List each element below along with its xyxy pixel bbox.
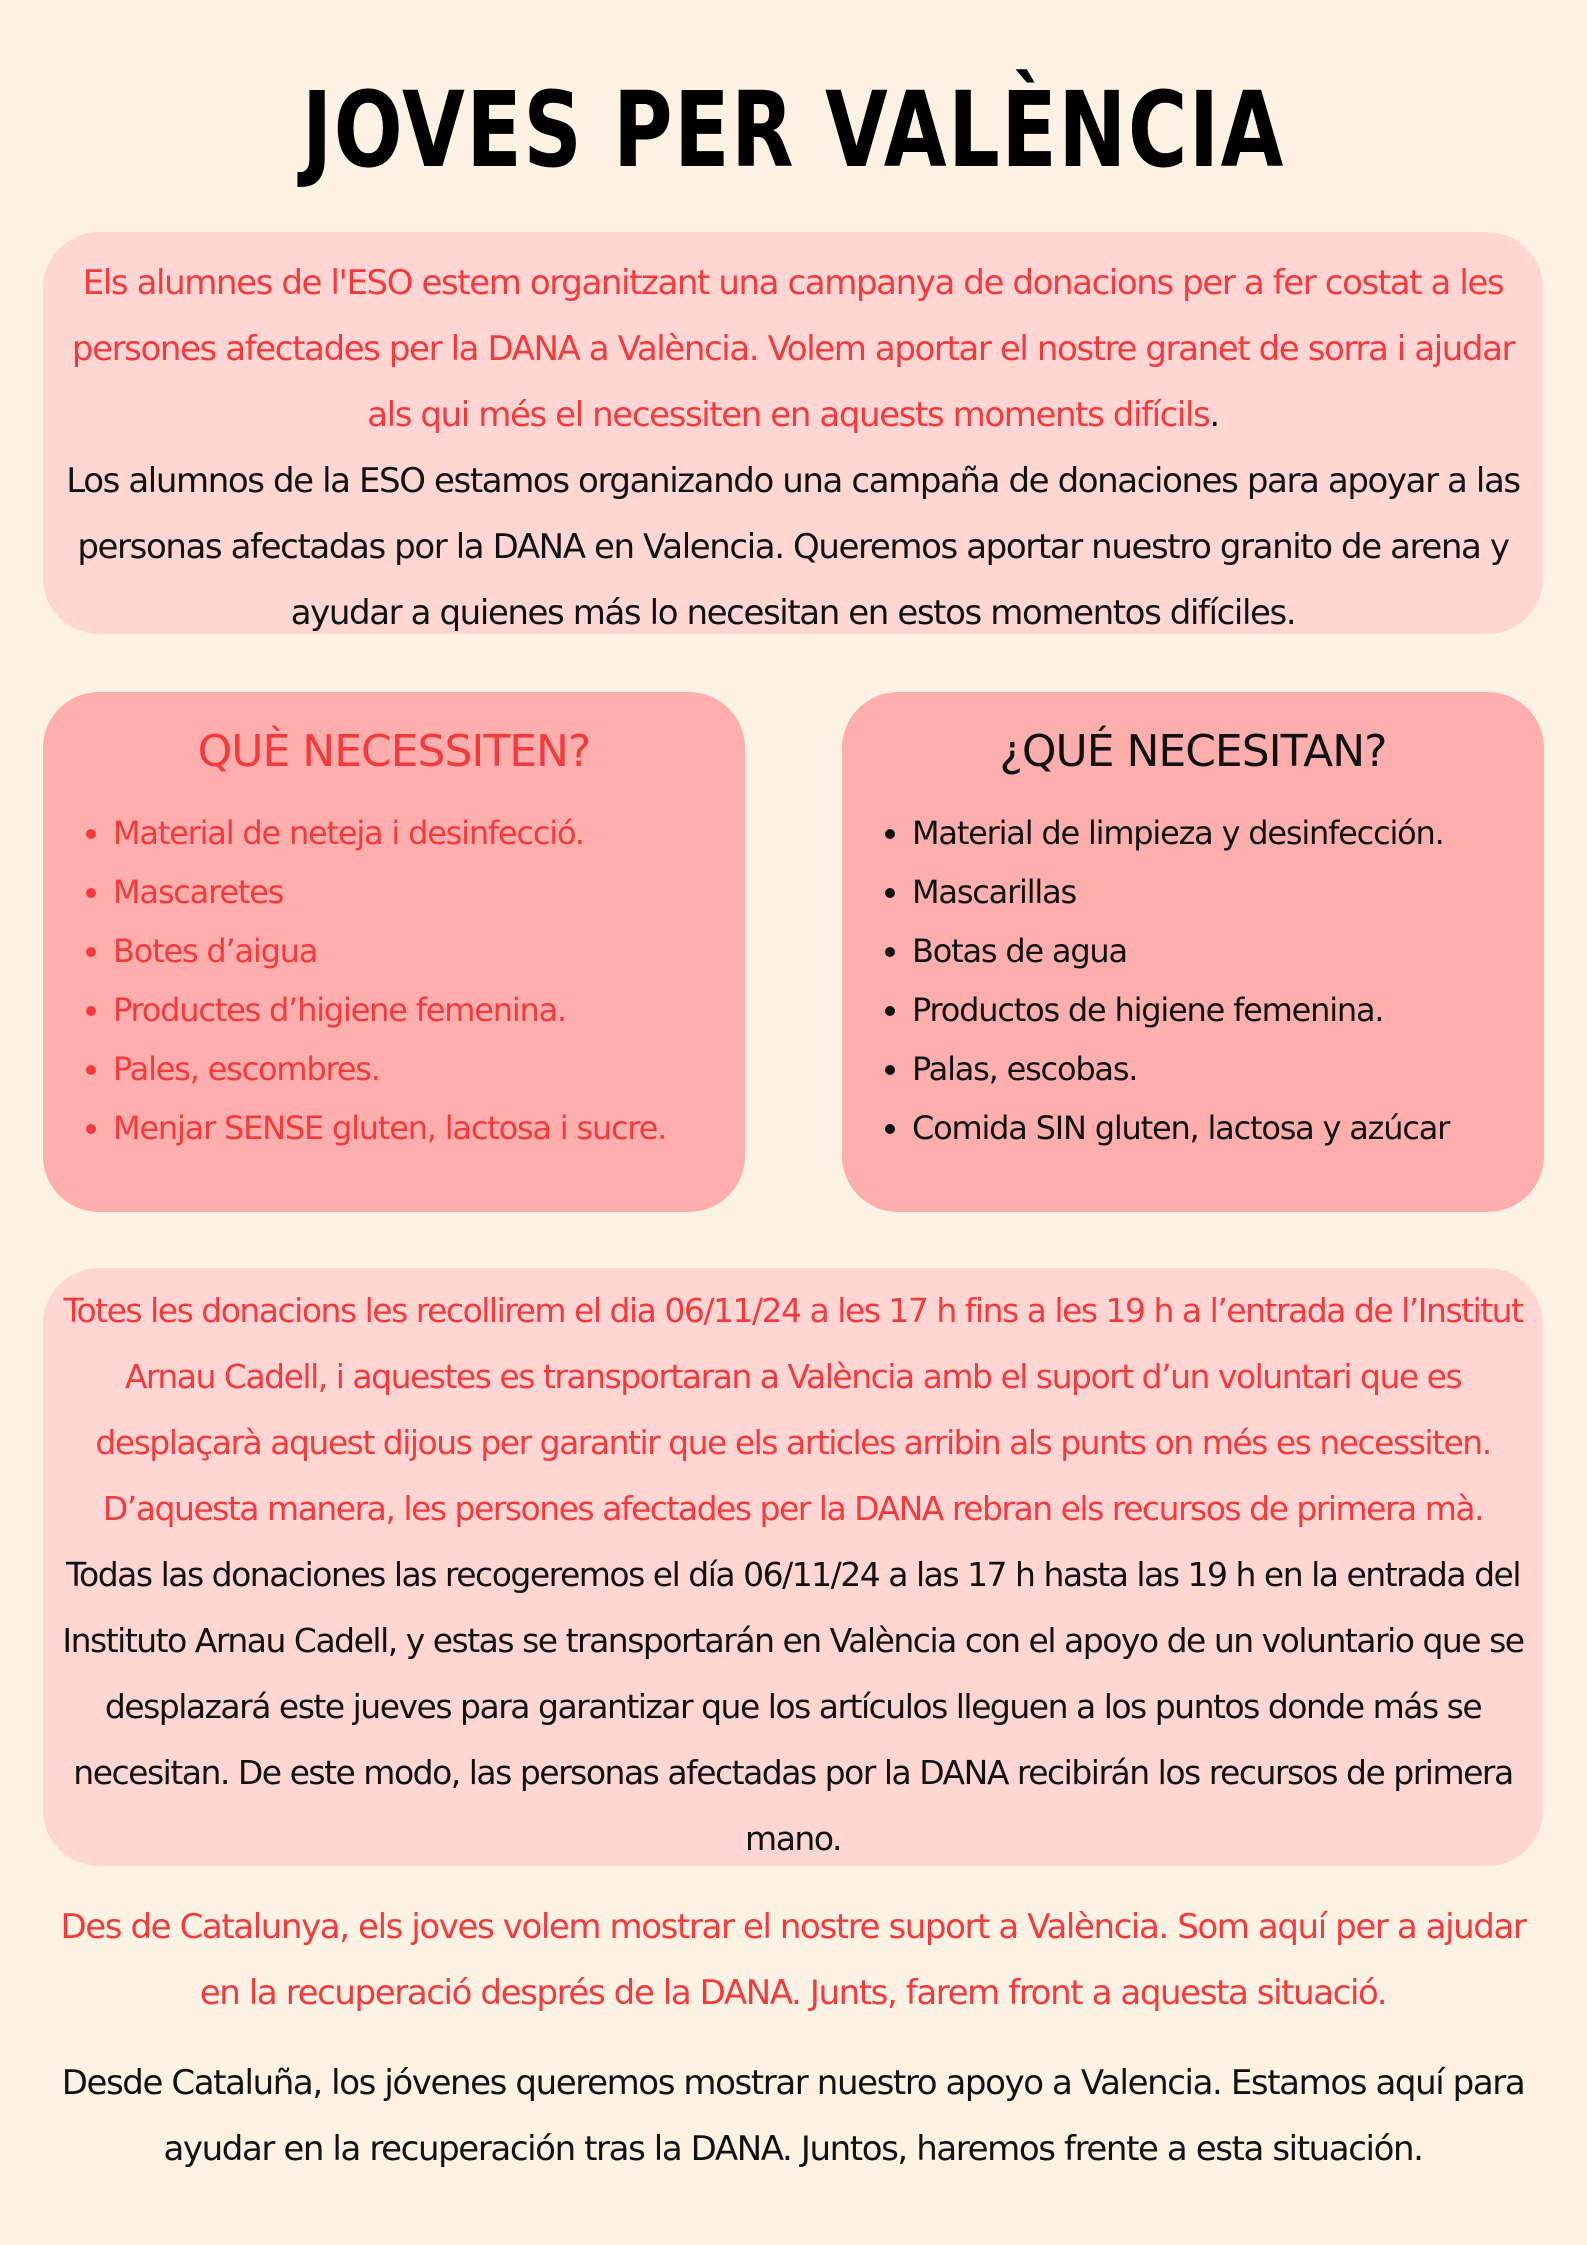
collection-catalan: Totes les donacions les recollirem el dia 06/11/24 a les 17 h fins a les 19 h a l’entrada de l’Institut Arnau Cadell, i aquestes es transportaran a València amb el suport d’un voluntari que es desplaçarà aquest dijous per garantir que els articles arribin als punts on més es necessiten. D’aquesta manera, les persones afectades per la DANA rebran els recursos de primera mà. — [63, 1291, 1523, 1528]
intro-catalan-end: . — [1209, 395, 1219, 435]
needs-catalan-heading: QUÈ NECESSITEN? — [197, 726, 591, 777]
intro-box — [43, 232, 1543, 634]
collection-box — [43, 1268, 1543, 1866]
needs-catalan-list — [73, 804, 715, 1158]
needs-spanish-heading: ¿QUÉ NECESITAN? — [999, 726, 1387, 777]
list-item: • Productos de higiene femenina. — [912, 981, 1514, 1040]
list-item: • Material de neteja i desinfecció. — [113, 804, 715, 863]
needs-catalan-box — [43, 692, 745, 1212]
list-item: • Botas de agua — [912, 922, 1514, 981]
intro-catalan: Els alumnes de l'ESO estem organitzant una campanya de donacions per a fer costat a les persones afectades per la DANA a València. Volem aportar el nostre granet de sorra i ajudar als qui més el necessiten en aquests moments difícils — [71, 263, 1515, 435]
list-item: • Menjar SENSE gluten, lactosa i sucre. — [113, 1099, 715, 1158]
collection-spanish: Todas las donaciones las recogeremos el día 06/11/24 a las 17 h hasta las 19 h en la entrada del Instituto Arnau Cadell, y estas se transportarán en València con el apoyo de un voluntario que se desplazará este jueves para garantizar que los artículos lleguen a los puntos donde más se necesitan. De este modo, las personas afectadas por la DANA recibirán los recursos de primera mano. — [62, 1555, 1524, 1858]
page-title: JOVES PER VALÈNCIA — [301, 69, 1286, 191]
list-item: • Palas, escobas. — [912, 1040, 1514, 1099]
list-item: • Comida SIN gluten, lactosa y azúcar — [912, 1099, 1514, 1158]
list-item: • Mascaretes — [113, 863, 715, 922]
list-item: • Material de limpieza y desinfección. — [912, 804, 1514, 863]
closing-spanish-block — [43, 2050, 1543, 2182]
list-item: • Mascarillas — [912, 863, 1514, 922]
intro-spanish: Los alumnos de la ESO estamos organizando una campaña de donaciones para apoyar a las personas afectadas por la DANA en Valencia. Queremos aportar nuestro granito de arena y ayudar a quienes más lo necesitan en estos momentos difíciles. — [66, 461, 1520, 633]
closing-catalan-block — [43, 1894, 1543, 2026]
needs-spanish-list — [872, 804, 1514, 1158]
closing-catalan: Des de Catalunya, els joves volem mostrar el nostre suport a València. Som aquí per a ajudar en la recuperació després de la DANA. Junts, farem front a aquesta situació. — [60, 1907, 1526, 2013]
list-item: • Pales, escombres. — [113, 1040, 715, 1099]
list-item: • Botes d’aigua — [113, 922, 715, 981]
needs-spanish-box — [842, 692, 1544, 1212]
closing-spanish: Desde Cataluña, los jóvenes queremos mostrar nuestro apoyo a Valencia. Estamos aquí para ayudar en la recuperación tras la DANA. Juntos, haremos frente a esta situación. — [61, 2063, 1525, 2169]
intro-paragraph — [63, 250, 1523, 646]
list-item: • Productes d’higiene femenina. — [113, 981, 715, 1040]
